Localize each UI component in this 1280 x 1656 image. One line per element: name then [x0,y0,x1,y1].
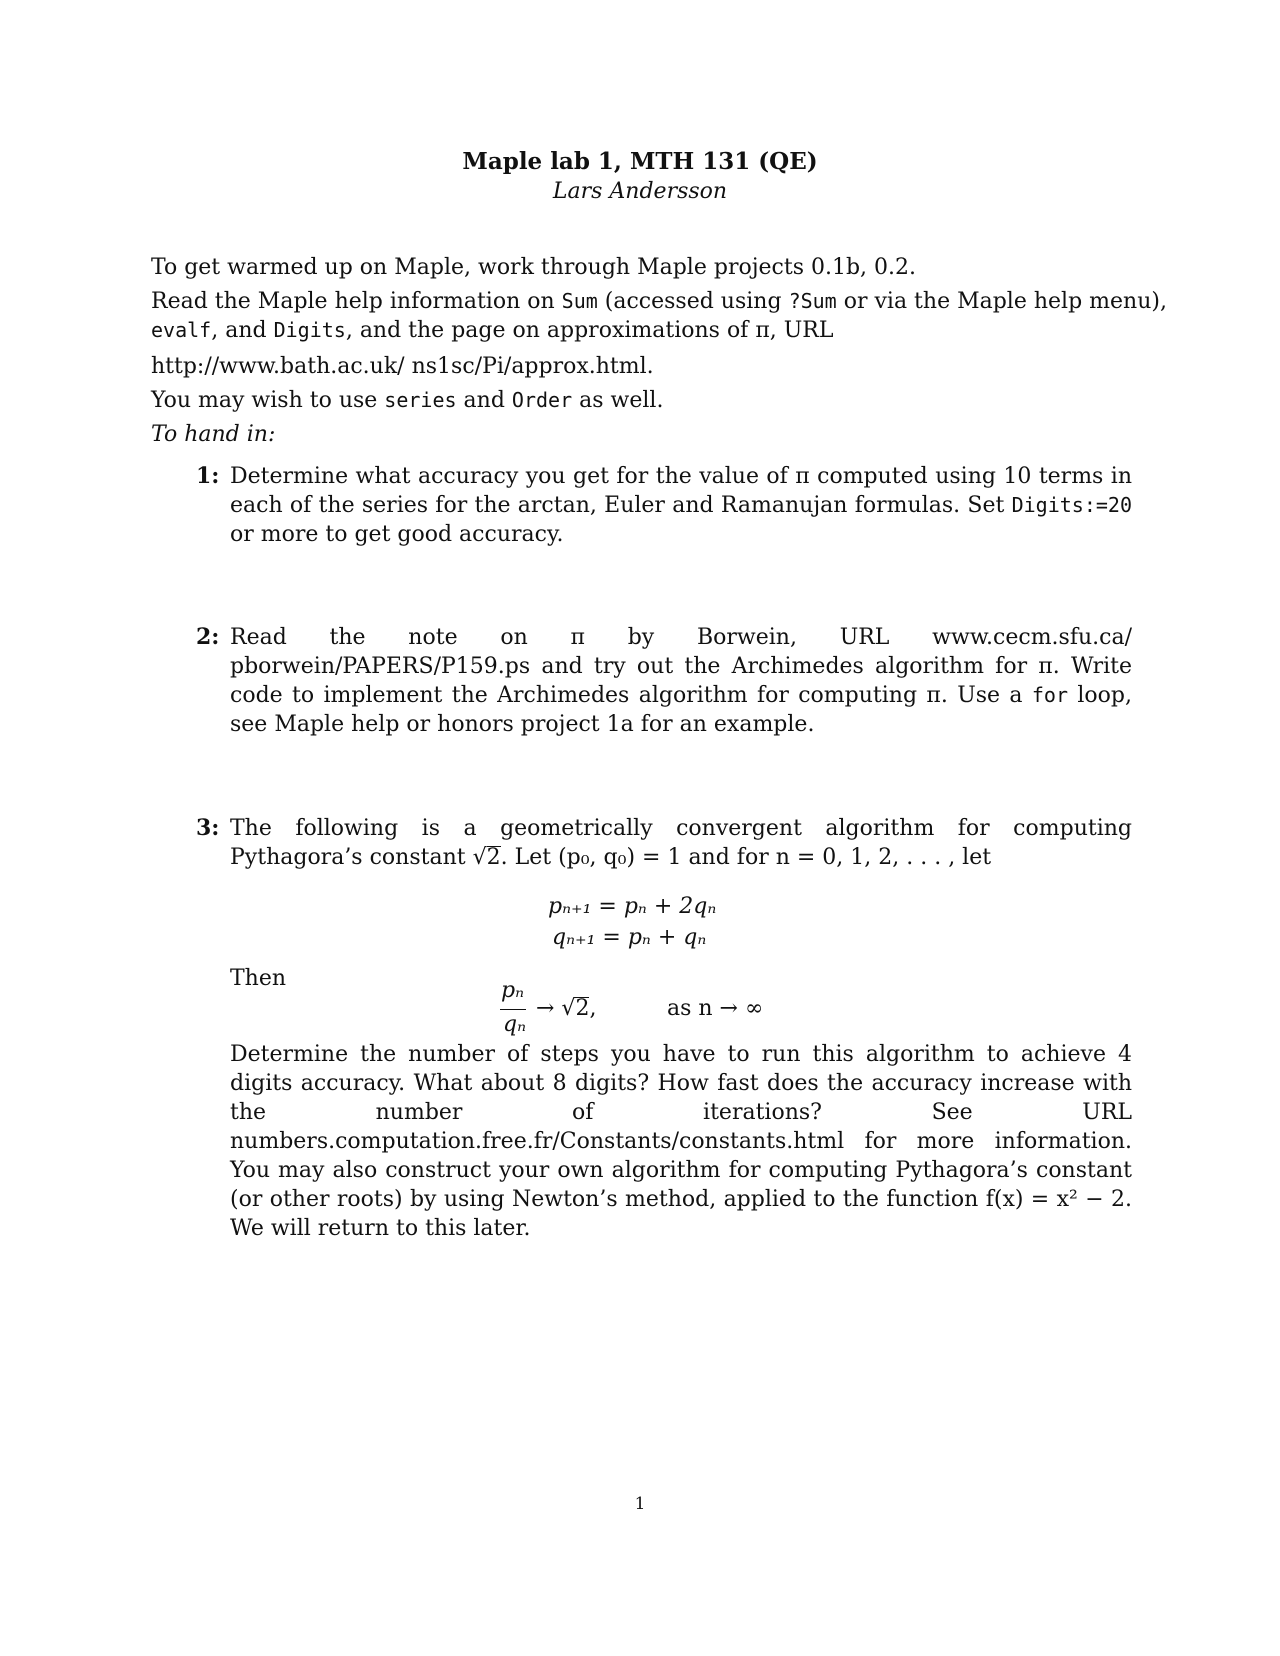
item-number: 1: [196,463,220,489]
equation-p: pₙ₊₁ = pₙ + 2qₙ [548,894,717,919]
then-label: Then [230,966,287,991]
code-order: Order [511,388,573,412]
hand-in-heading: To hand in: [151,422,276,447]
code-digits: Digits [273,318,346,342]
item-number: 2: [196,624,220,650]
list-item [196,814,1132,872]
equation-q: qₙ₊₁ = pₙ + qₙ [552,925,707,950]
list-item [196,623,1132,739]
intro-line-2: Read the Maple help information on Sum (accessed using ?Sum or via the Maple help menu), [151,289,1167,314]
item-number: 3: [196,815,220,841]
code-sum: Sum [561,289,598,313]
document-title: Maple lab 1, MTH 131 (QE) [462,148,818,175]
intro-url: http://www.bath.ac.uk/ ns1sc/Pi/approx.html. [151,354,654,379]
code-help-sum: ?Sum [788,289,837,313]
limit-condition: as n → ∞ [667,996,764,1021]
intro-line-5: You may wish to use series and Order as well. [151,388,664,413]
code-digits-assign: Digits:=20 [1011,493,1132,517]
item-3-paragraph: Determine the number of steps you have to run this algorithm to achieve 4 digits accuracy. What about 8 digits? How fast does the accuracy increase with the number of iterations? See URL numbers.computation.free.fr/Constants/constants.html for more information. You may also construct your own algorithm for computing Pythagora’s constant (or other roots) by using Newton’s method, applied to the function f(x) = x² − 2. We will return to this later. [230,1042,1132,1241]
code-for: for [1031,683,1069,707]
fraction-denominator: qₙ [503,1012,526,1037]
item-text: Read the note on π by Borwein, URL www.cecm.sfu.ca/ pborwein/PAPERS/P159.ps and try out the Archimedes algorithm for π. Write code to implement the Archimedes algorithm for computing π. Use a for loop, see Maple help or honors project 1a for an example. [230,625,1132,737]
code-evalf: evalf [151,318,212,342]
item-text: Determine what accuracy you get for the value of π computed using 10 terms in each of the series for the arctan, Euler and Ramanujan formulas. Set Digits:=20 or more to get good accuracy. [230,464,1132,547]
fraction-numerator: pₙ [501,978,524,1003]
list-item [196,462,1132,549]
author-name: Lars Andersson [552,179,728,204]
intro-line-3: evalf, and Digits, and the page on approximations of π, URL [151,318,834,343]
item-text: The following is a geometrically convergent algorithm for computing Pythagora’s constant √2. Let (p₀, q₀) = 1 and for n = 0, 1, 2, . . . , let [230,816,1132,870]
code-series: series [384,388,457,412]
page-number: 1 [634,1494,646,1514]
fraction-bar [500,1009,526,1010]
intro-line-1: To get warmed up on Maple, work through Maple projects 0.1b, 0.2. [151,255,917,280]
limit-expression: → √2, [536,996,597,1021]
